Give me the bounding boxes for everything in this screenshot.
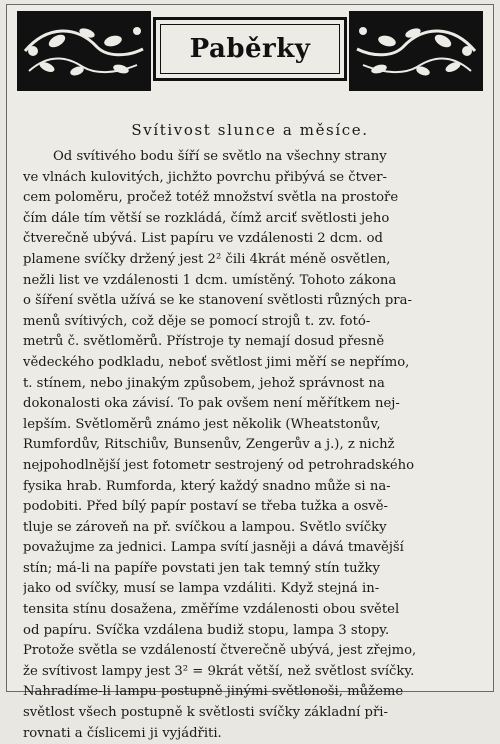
text-line: podobiti. Před bílý papír postaví se třeba tužka a osvě- [23,499,389,515]
text-line: menů svítivých, což děje se pomocí strojů t. zv. fotó- [23,313,371,329]
article-body [23,147,479,744]
text-line: lepším. Světloměrů známo jest několik (Wheatstonův, [23,416,381,432]
text-line: jako od svíčky, musí se lampa vzdáliti. Když stejná in- [23,581,380,597]
article-title: Svítivost slunce a měsíce. [131,121,369,139]
text-line: plamene svíčky držený jest 2² čili 4krát méně osvětlen, [23,251,391,267]
text-line: nežli list ve vzdálenosti 1 dcm. umístěný. Tohoto zákona [23,272,397,288]
newspaper-page [6,4,494,741]
text-line: Rumfordův, Ritschiův, Bunsenův, Zengerův a j.), z nichž [23,437,395,453]
text-line: čtverečně ubývá. List papíru ve vzdálenosti 2 dcm. od [23,231,383,247]
text-line: Od svítivého bodu šíří se světlo na všechny strany [53,149,387,164]
title-box [153,17,347,81]
text-line: t. stínem, nebo jinakým způsobem, jehož správnost na [23,375,385,391]
text-line: nejpohodlnější jest fotometr sestrojený od petrohradského [23,457,415,473]
text-line: cem poloměru, pročež totéž množství světla na prostoře [23,190,399,206]
floral-ornament-icon [17,11,151,91]
text-line: od papíru. Svíčka vzdálena budiž stopu, lampa 3 stopy. [23,622,390,638]
floral-ornament-icon [349,11,483,91]
text-line: světlost všech postupně k světlosti svíčky základní při- [23,705,388,721]
text-line: Protože světla se vzdáleností čtverečně ubývá, jest zřejmo, [23,643,417,659]
text-line: vědeckého podkladu, neboť světlost jimi měří se nepřímo, [23,354,410,370]
text-line: čím dále tím větší se rozkládá, čímž arciť světlosti jeho [23,210,390,226]
text-line: tensita stínu dosažena, změříme vzdálenosti obou světel [23,602,400,618]
section-title: Paběrky [189,34,311,64]
text-line: Nahradíme-li lampu postupně jinými světlonoši, můžeme [23,684,404,700]
text-line: metrů č. světloměrů. Přístroje ty nemají dosud přesně [23,334,385,350]
text-line: fysika hrab. Rumforda, který každý snadno může si na- [23,478,391,494]
text-line: ve vlnách kulovitých, jichžto povrchu přibývá se čtver- [23,169,387,185]
text-line: tluje se zároveň na př. svíčkou a lampou. Světlo svíčky [23,519,387,535]
text-line: stín; má-li na papíře povstati jen tak temný stín tužky [23,560,380,576]
text-line: rovnati a číslicemi ji vyjádřiti. [23,725,222,741]
text-line: dokonalosti oka závisí. To pak ovšem není měřítkem nej- [23,396,400,412]
text-line: že svítivost lampy jest 3² = 9krát větší, než světlost svíčky. [23,663,415,679]
text-line: považujme za jednici. Lampa svítí jasněji a dává tmavější [23,540,404,556]
header-band [17,11,483,91]
text-line: o šíření světla užívá se ke stanovení světlosti různých pra- [23,293,412,309]
